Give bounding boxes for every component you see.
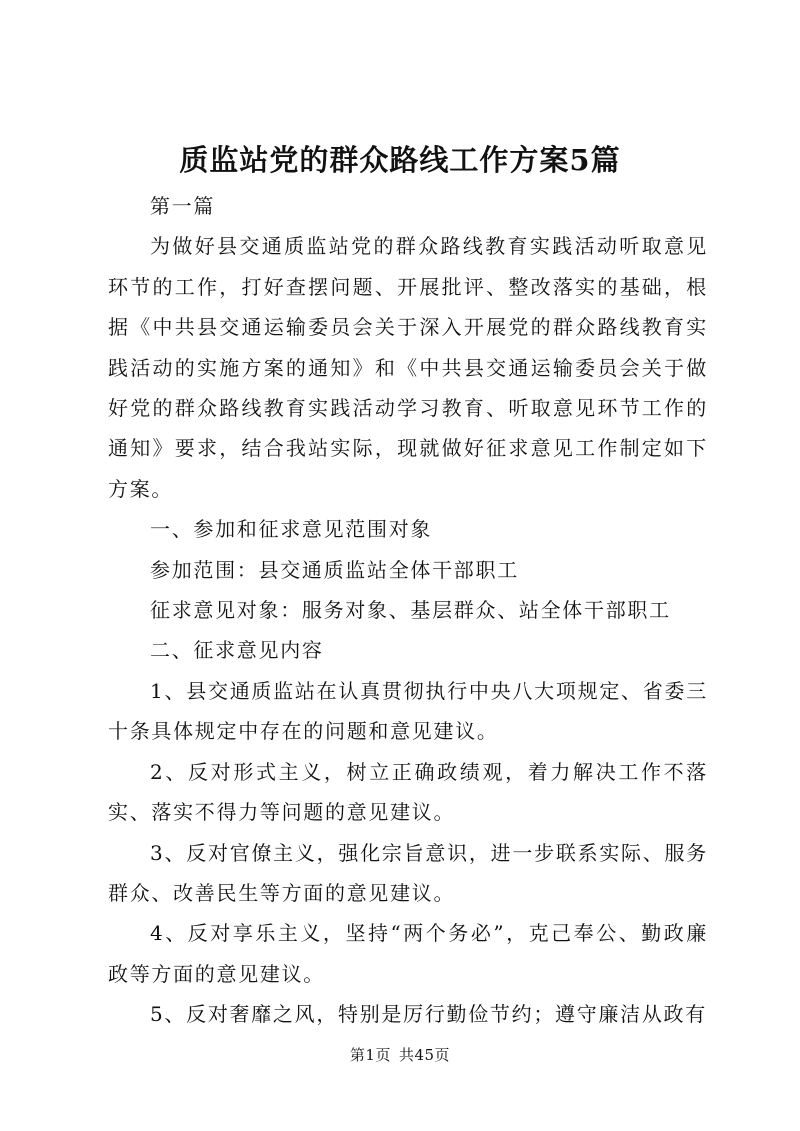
page-number: 第1页 (349, 1046, 391, 1064)
section-heading-scope: 一、参加和征求意见范围对象 (150, 517, 433, 542)
document-title: 质监站党的群众路线工作方案5篇 (179, 143, 621, 177)
page-footer (0, 1043, 800, 1067)
participation-scope: 参加范围：县交通质监站全体干部职工 (150, 557, 519, 582)
document-body (108, 186, 708, 1035)
content-item-5: 5、反对奢靡之风，特别是厉行勤俭节约；遵守廉洁从政有 (150, 1002, 707, 1027)
section-heading-content: 二、征求意见内容 (150, 638, 324, 663)
content-item-4: 4、反对享乐主义，坚持“两个务必”，克己奉公、勤政廉政等方面的意见建议。 (108, 921, 708, 986)
content-item-2: 2、反对形式主义，树立正确政绩观，着力解决工作不落实、落实不得力等问题的意见建议。 (108, 759, 708, 825)
section-heading-first: 第一篇 (150, 194, 216, 218)
page-total: 共45页 (398, 1046, 451, 1064)
consultation-targets: 征求意见对象：服务对象、基层群众、站全体干部职工 (150, 598, 671, 623)
content-item-1: 1、县交通质监站在认真贯彻执行中央八大项规定、省委三十条具体规定中存在的问题和意见建议。 (108, 678, 708, 744)
content-item-3: 3、反对官僚主义，强化宗旨意识，进一步联系实际、服务群众、改善民生等方面的意见建议。 (108, 840, 708, 905)
intro-paragraph: 为做好县交通质监站党的群众路线教育实践活动听取意见环节的工作，打好查摆问题、开展批评、整改落实的基础，根据《中共县交通运输委员会关于深入开展党的群众路线教育实践活动的实施方案的通知》和《中共县交通运输委员会关于做好党的群众路线教育实践活动学习教育、听取意见环节工作的通知》要求，结合我站实际，现就做好征求意见工作制定如下方案。 (108, 234, 708, 501)
